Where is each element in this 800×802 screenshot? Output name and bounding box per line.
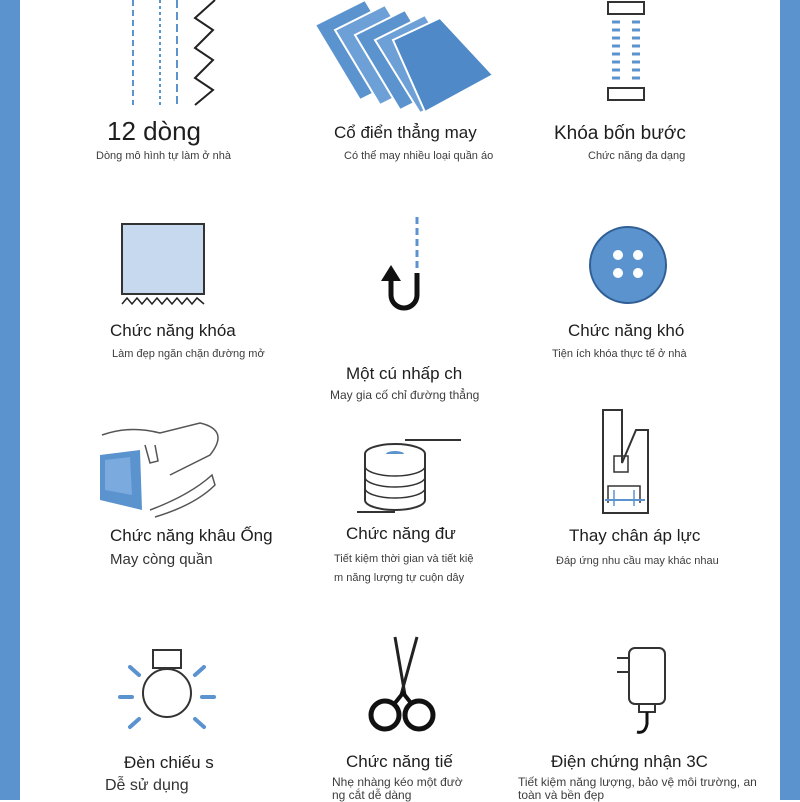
feature-title: Một cú nhấp ch <box>346 364 463 383</box>
feature-subtitle-line1: Nhẹ nhàng kéo một đườ <box>332 775 463 789</box>
feature-title: Đèn chiếu s <box>124 753 214 772</box>
feature-title: Thay chân áp lực <box>569 526 701 545</box>
feature-subtitle-line2: m năng lượng tự cuộn dây <box>334 572 465 584</box>
feature-subtitle-line2: ng cắt dễ dàng <box>332 788 412 802</box>
right-border <box>780 0 800 800</box>
feature-subtitle: Chức năng đa dạng <box>588 150 686 162</box>
feature-title: Khóa bốn bước <box>554 123 686 144</box>
feature-subtitle: May gia cố chỉ đường thẳng <box>330 388 480 402</box>
stitch-lines-icon <box>125 0 235 110</box>
feature-title: Điện chứng nhận 3C <box>551 752 708 771</box>
feature-title: 12 dòng <box>107 116 201 146</box>
feature-subtitle: Có thể may nhiều loại quần áo <box>344 150 494 162</box>
scissors-icon <box>365 635 440 735</box>
feature-title: Chức năng tiế <box>346 752 453 771</box>
feature-title: Chức năng khóa <box>110 321 236 340</box>
reverse-stitch-icon <box>375 215 435 315</box>
power-adapter-icon <box>615 640 670 735</box>
feature-subtitle: Đáp ứng nhu cầu may khác nhau <box>556 555 719 567</box>
feature-title: Chức năng khó <box>568 321 685 340</box>
feature-title: Chức năng khâu Ống <box>110 526 273 545</box>
button-icon <box>588 225 670 307</box>
sleeve-arm-icon <box>100 415 240 520</box>
light-bulb-icon <box>115 645 225 735</box>
feature-subtitle-line1: Tiết kiệm thời gian và tiết kiệ <box>334 553 474 565</box>
fabric-layers-icon <box>315 0 505 115</box>
left-border <box>0 0 20 800</box>
overlock-fabric-icon <box>120 222 210 307</box>
buttonhole-icon <box>605 0 655 105</box>
feature-subtitle: May còng quần <box>110 551 213 568</box>
presser-foot-icon <box>600 408 655 518</box>
feature-subtitle: Làm đẹp ngăn chặn đường mở <box>112 348 265 360</box>
feature-subtitle: Dễ sử dụng <box>105 777 189 794</box>
feature-subtitle-line1: Tiết kiệm năng lượng, bảo vệ môi trường, an <box>518 775 757 789</box>
bobbin-icon <box>355 432 465 517</box>
feature-subtitle-line2: toàn và bền đẹp <box>518 788 605 802</box>
feature-subtitle: Tiện ích khóa thực tế ở nhà <box>552 348 687 360</box>
feature-subtitle: Dòng mô hình tự làm ở nhà <box>96 150 232 162</box>
feature-title: Chức năng đư <box>346 524 456 543</box>
feature-grid <box>20 0 780 800</box>
feature-title: Cổ điển thẳng may <box>334 123 477 142</box>
